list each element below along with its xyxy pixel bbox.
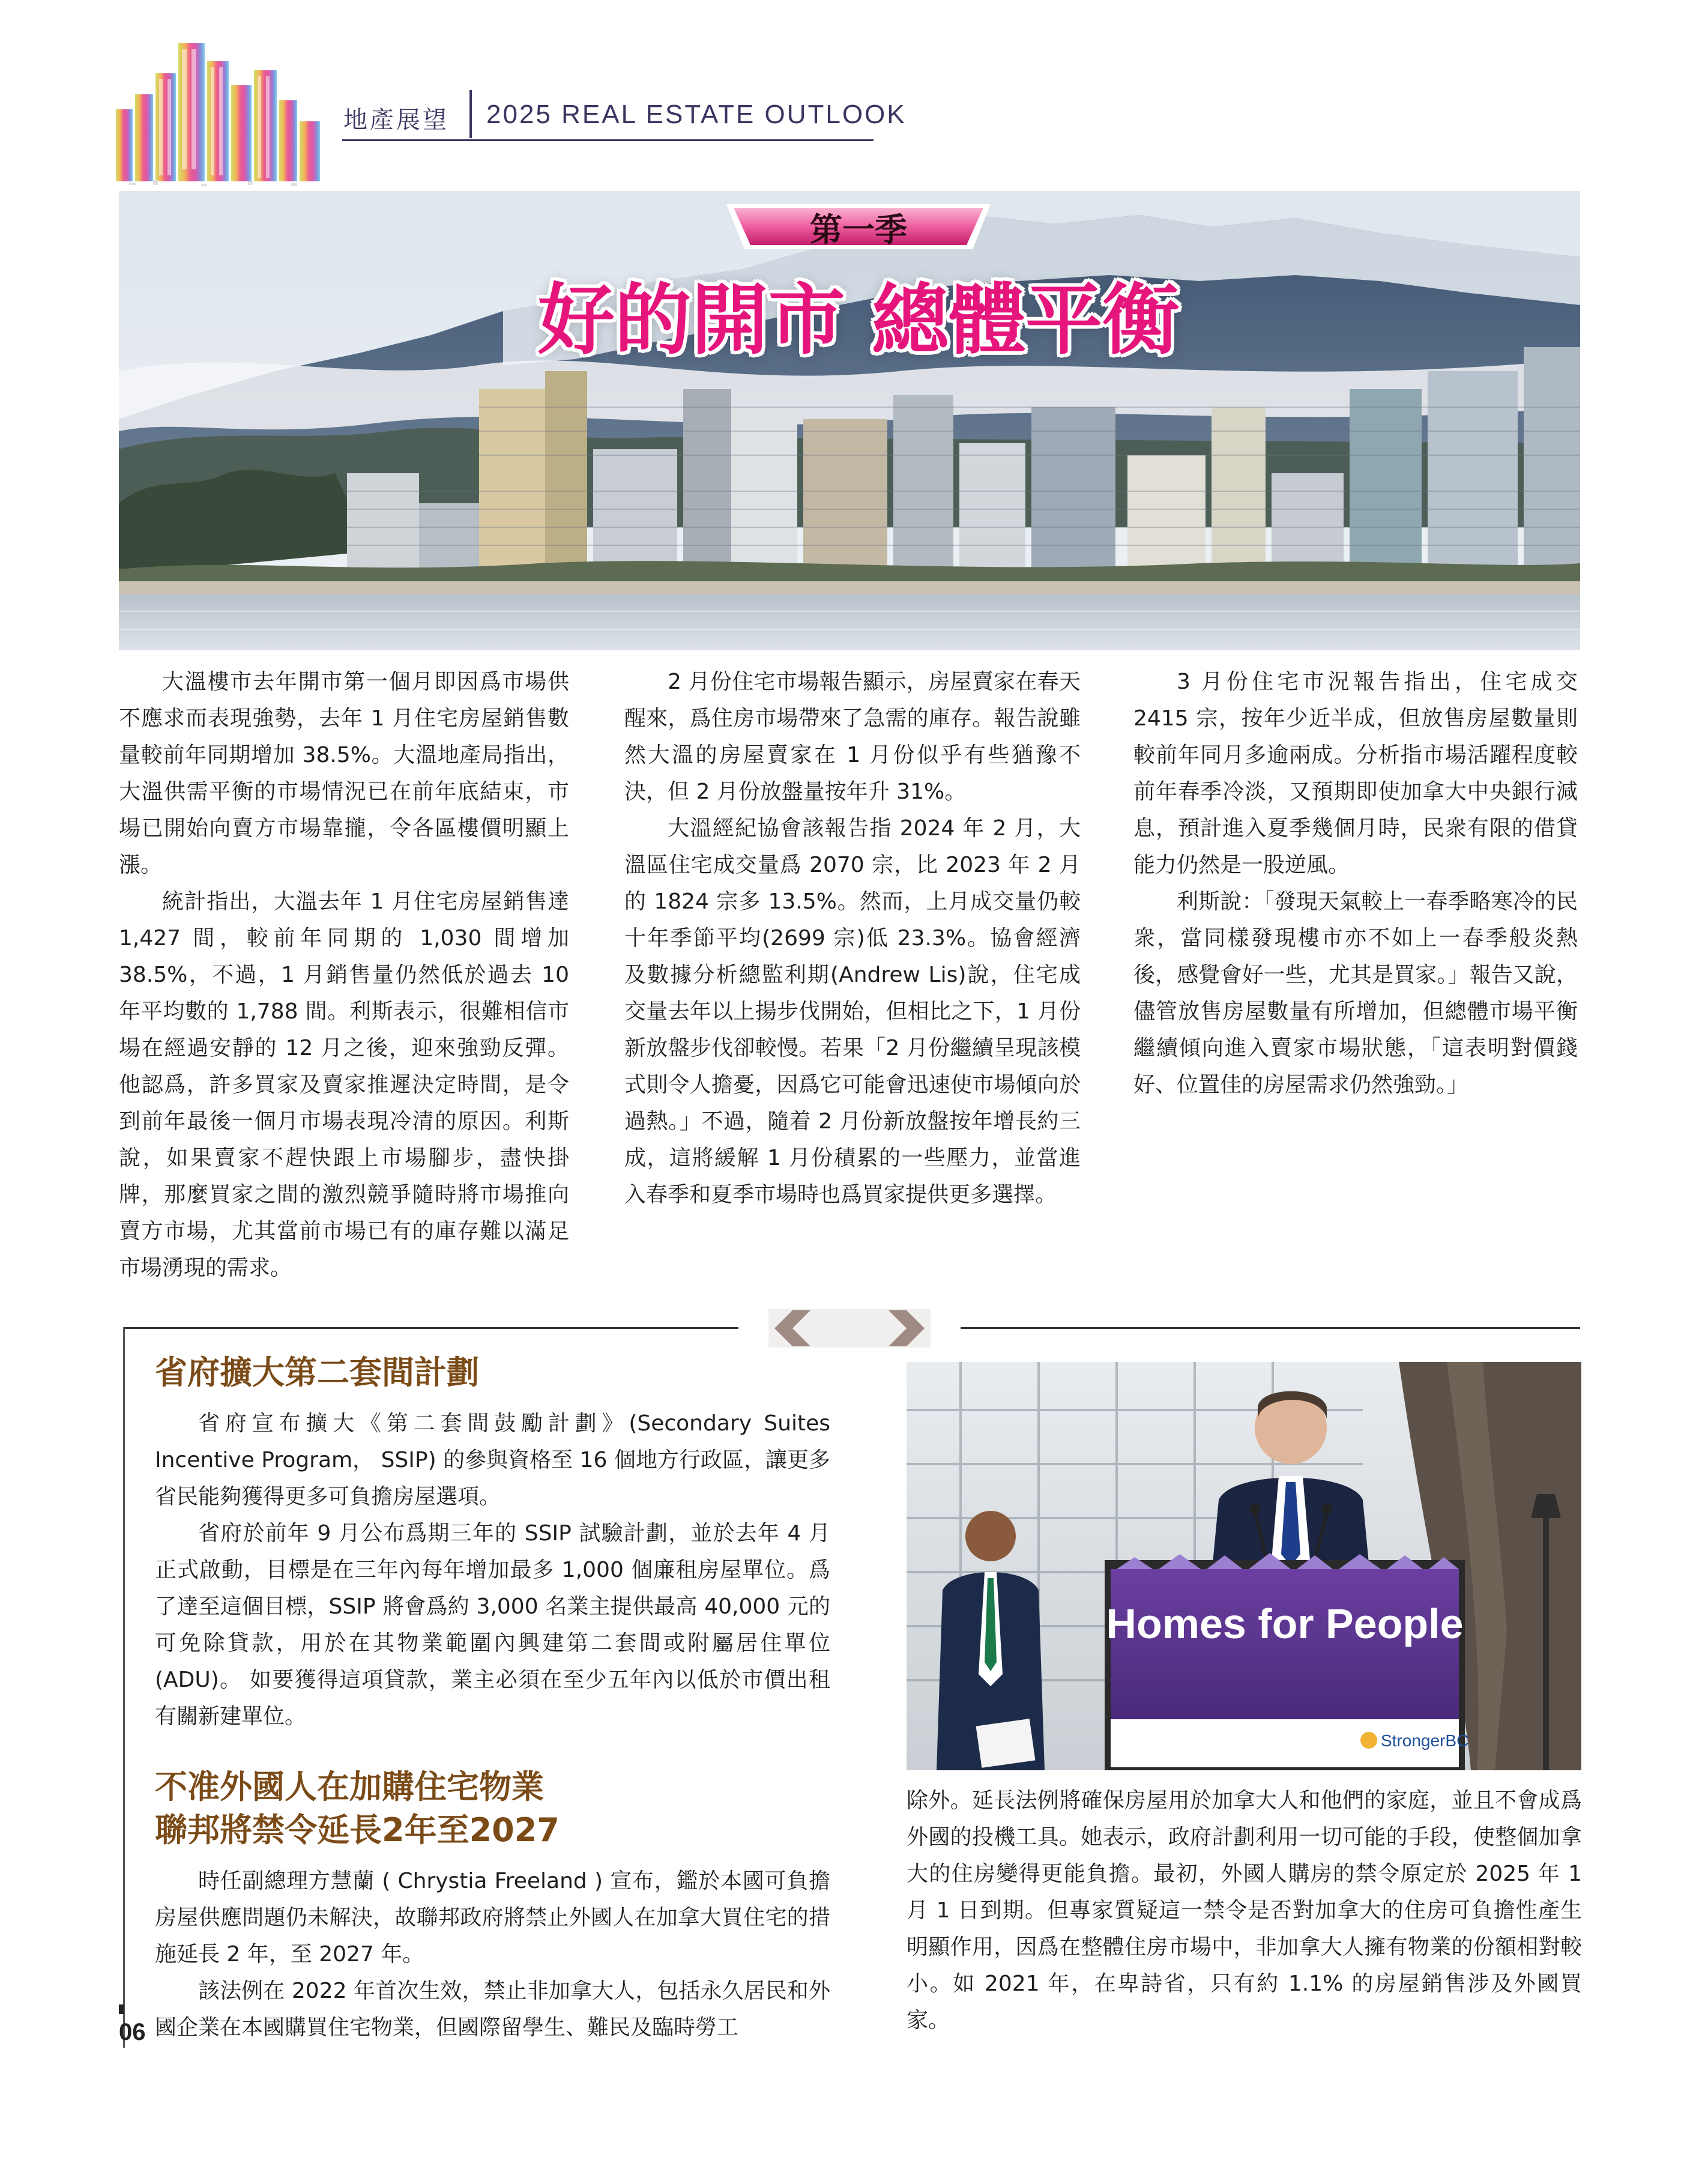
suites-heading: 省府擴大第二套間計劃 (155, 1354, 479, 1391)
header-divider (469, 90, 472, 138)
side-rule (123, 1327, 125, 2048)
foreign-ban-article-continued (907, 1782, 1582, 2039)
suites-article (155, 1405, 830, 1735)
header-outlook-title: 2025 REAL ESTATE OUTLOOK (486, 100, 907, 129)
paragraph: 除外。延長法例將確保房屋用於加拿大人和他們的家庭，並且不會成爲外國的投機工具。她表示，政府計劃利用一切可能的手段，使整個加拿大的住房變得更能負擔。最初，外國人購房的禁令原定於 2025 年 1 月 1 日到期。但專家質疑這一禁令是否對加拿大的住房可負擔性產生明顯作用，因爲在整體住房市場中，非加拿大人擁有物業的份額相對較小。如 2021 年，在卑詩省，只有約 1.1% 的房屋銷售涉及外國買家。 (907, 1788, 1582, 2033)
article-column-1 (119, 664, 569, 1286)
podium-logo-text: StrongerBC (1381, 1731, 1469, 1750)
paragraph: 該法例在 2022 年首次生效，禁止非加拿大人，包括永久居民和外國企業在本國購買住宅物業，但國際留學生、難民及臨時勞工 (155, 1979, 830, 2040)
page-marker (119, 2004, 124, 2014)
paragraph: 省府於前年 9 月公布爲期三年的 SSIP 試驗計劃，並於去年 4 月正式啟動，目標是在三年內每年增加最多 1,000 個廉租房屋單位。爲了達至這個目標，SSIP 將會爲約 3,000 名業主提供最高 40,000 元的可免除貸款，用於在其物業範圍內興建第二套間或附屬居住單位 (ADU)。 如要獲得這項貸款，業主必須在至少五年內以低於市價出租有關新建單位。 (155, 1521, 830, 1729)
paragraph: 省府宣布擴大《第二套間鼓勵計劃》(Secondary Suites Incentive Program， SSIP) 的參與資格至 16 個地方行政區，讓更多省民能夠獲得更多可負擔房屋選項。 (155, 1411, 830, 1509)
paragraph: 時任副總理方慧蘭 ( Chrystia Freeland ) 宣布，鑑於本國可負擔房屋供應問題仍未解決，故聯邦政府將禁止外國人在加拿大買住宅的措施延長 2 年，至 2027 年。 (155, 1869, 830, 1967)
paragraph: 利斯說：「發現天氣較上一春季略寒冷的民衆，當同樣發現樓市亦不如上一春季般炎熱後，感覺會好一些，尤其是買家。」報告又說，儘管放售房屋數量有所增加，但總體市場平衡繼續傾向進入賣家市場狀態，「這表明對價錢好、位置佳的房屋需求仍然強勁。」 (1133, 889, 1578, 1097)
foreign-ban-heading-line-2: 聯邦將禁令延長2年至2027 (155, 1811, 560, 1849)
header-section-label: 地產展望 (343, 106, 449, 134)
page-number: 06 (119, 2019, 146, 2045)
paragraph: 大溫樓市去年開市第一個月即因爲市場供不應求而表現強勢，去年 1 月住宅房屋銷售數量較前年同期增加 38.5%。大溫地產局指出，大溫供需平衡的市場情況已在前年底結束，市場已開始向賣方市場靠攏，令各區樓價明顯上漲。 (119, 670, 569, 877)
hero-title: 好的開市 總體平衡 (537, 275, 1180, 365)
header-underline (342, 139, 874, 141)
foreign-ban-heading (155, 1765, 560, 1852)
section-divider-line (961, 1327, 1580, 1329)
chevron-ornament-icon (732, 1304, 967, 1352)
paragraph: 2 月份住宅市場報告顯示，房屋賣家在春天醒來，爲住房市場帶來了急需的庫存。報告說雖然大溫的房屋賣家在 1 月份似乎有些猶豫不決，但 2 月份放盤量按年升 31%。 (624, 670, 1081, 804)
podium-sign-text: Homes for People (1106, 1600, 1464, 1647)
foreign-ban-heading-line-1: 不准外國人在加購住宅物業 (155, 1768, 544, 1806)
paragraph: 3 月份住宅市況報告指出，住宅成交 2415 宗，按年少近半成，但放售房屋數量則較前年同月多逾兩成。分析指市場活躍程度較前年春季冷淡，又預期即使加拿大中央銀行減息，預計進入夏季幾個月時，民衆有限的借貸能力仍然是一股逆風。 (1133, 670, 1578, 877)
section-divider-line (123, 1327, 738, 1329)
foreign-ban-article (155, 1863, 830, 2046)
article-column-2 (624, 664, 1081, 1213)
quarter-badge-text: 第一季 (810, 210, 907, 249)
article-column-3 (1133, 664, 1578, 1103)
city-skyline-logo (111, 37, 327, 187)
paragraph: 統計指出，大溫去年 1 月住宅房屋銷售達 1,427 間，較前年同期的 1,030 間增加 38.5%，不過，1 月銷售量仍然低於過去 10 年平均數的 1,788 間。利斯表示，很難相信市場在經過安靜的 12 月之後，迎來強勁反彈。他認爲，許多買家及賣家推遲決定時間，是令到前年最後一個月市場表現冷清的原因。利斯說，如果賣家不趕快跟上市場腳步，盡快掛牌，那麼買家之間的激烈競爭隨時將市場推向賣方市場，尤其當前市場已有的庫存難以滿足市場湧現的需求。 (119, 889, 569, 1280)
paragraph: 大溫經紀協會該報告指 2024 年 2 月，大溫區住宅成交量爲 2070 宗，比 2023 年 2 月的 1824 宗多 13.5%。然而，上月成交量仍較十年季節平均(2699 宗)低 23.3%。協會經濟及數據分析總監利期(Andrew Lis)說，住宅成交量去年以上揚步伐開始，但相比之下，1 月份新放盤步伐卻較慢。若果「2 月份繼續呈現該模式則令人擔憂，因爲它可能會迅速使市場傾向於過熱。」不過，隨着 2 月份新放盤按年增長約三成，這將緩解 1 月份積累的一些壓力，並當進入春季和夏季市場時也爲買家提供更多選擇。 (624, 816, 1081, 1207)
press-conference-photo (907, 1362, 1581, 1770)
